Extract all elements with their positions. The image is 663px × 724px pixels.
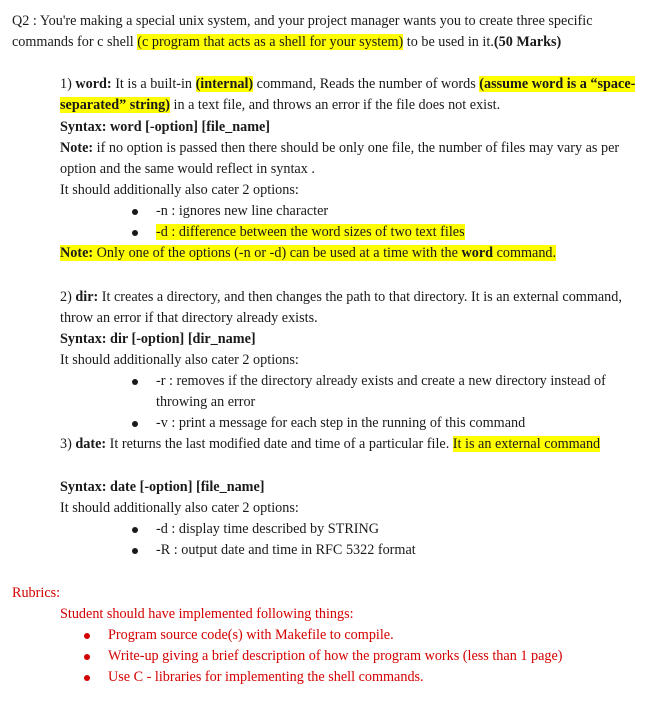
bullet-icon xyxy=(132,209,138,215)
word-syntax: Syntax: word [-option] [file_name] xyxy=(60,119,271,135)
dir-option-r: -r : removes if the directory already exists and create a new directory instead of throwing an error xyxy=(132,371,652,413)
word-note: Note: if no option is passed then there should be only one file, the number of files may vary as per option and the same would reflect in syntax . xyxy=(60,140,620,177)
rubric-item: Program source code(s) with Makefile to compile. xyxy=(84,625,644,646)
dir-option-v: -v : print a message for each step in the running of this command xyxy=(132,413,652,434)
question-intro: Q2 : You're making a special unix system, and your project manager wants you to create three specific commands for c shell (c program that acts as a shell for your system) to be used in it.(50 Marks) xyxy=(12,13,593,50)
bullet-icon xyxy=(132,421,138,427)
dir-syntax: Syntax: dir [-option] [dir_name] xyxy=(60,331,256,347)
date-option-R: -R : output date and time in RFC 5322 format xyxy=(132,540,652,561)
word-description: 1) word: It is a built-in (internal) command, Reads the number of words (assume word is a “space-separated” string) in a text file, and throws an error if the file does not exist. xyxy=(60,76,636,113)
word-note-2: Note: Only one of the options (-n or -d) can be used at a time with the word command. xyxy=(60,245,557,261)
bullet-icon xyxy=(132,548,138,554)
rubric-item: Write-up giving a brief description of how the program works (less than 1 page) xyxy=(84,646,644,667)
bullet-icon xyxy=(84,654,90,660)
date-options-intro: It should additionally also cater 2 options: xyxy=(60,500,299,516)
bullet-icon xyxy=(132,230,138,236)
bullet-icon xyxy=(132,527,138,533)
dir-options-intro: It should additionally also cater 2 options: xyxy=(60,352,299,368)
bullet-icon xyxy=(84,633,90,639)
word-option-d: -d : difference between the word sizes of two text files xyxy=(132,222,652,243)
marks: (50 Marks) xyxy=(493,34,562,50)
rubrics-intro: Student should have implemented following things: xyxy=(60,606,354,622)
rubric-item: Use C - libraries for implementing the shell commands. xyxy=(84,667,644,688)
rubrics-title: Rubrics: xyxy=(12,585,61,601)
bullet-icon xyxy=(84,675,90,681)
word-options-intro: It should additionally also cater 2 options: xyxy=(60,182,299,198)
dir-description: 2) dir: It creates a directory, and then changes the path to that directory. It is an external command, throw an error if that directory already exists. xyxy=(60,289,622,326)
bullet-icon xyxy=(132,379,138,385)
intro-highlight: (c program that acts as a shell for your system) xyxy=(137,34,404,50)
date-description: 3) date: It returns the last modified date and time of a particular file. It is an external command xyxy=(60,436,601,452)
date-option-d: -d : display time described by STRING xyxy=(132,519,652,540)
word-option-n: -n : ignores new line character xyxy=(132,201,652,222)
date-syntax: Syntax: date [-option] [file_name] xyxy=(60,479,265,495)
